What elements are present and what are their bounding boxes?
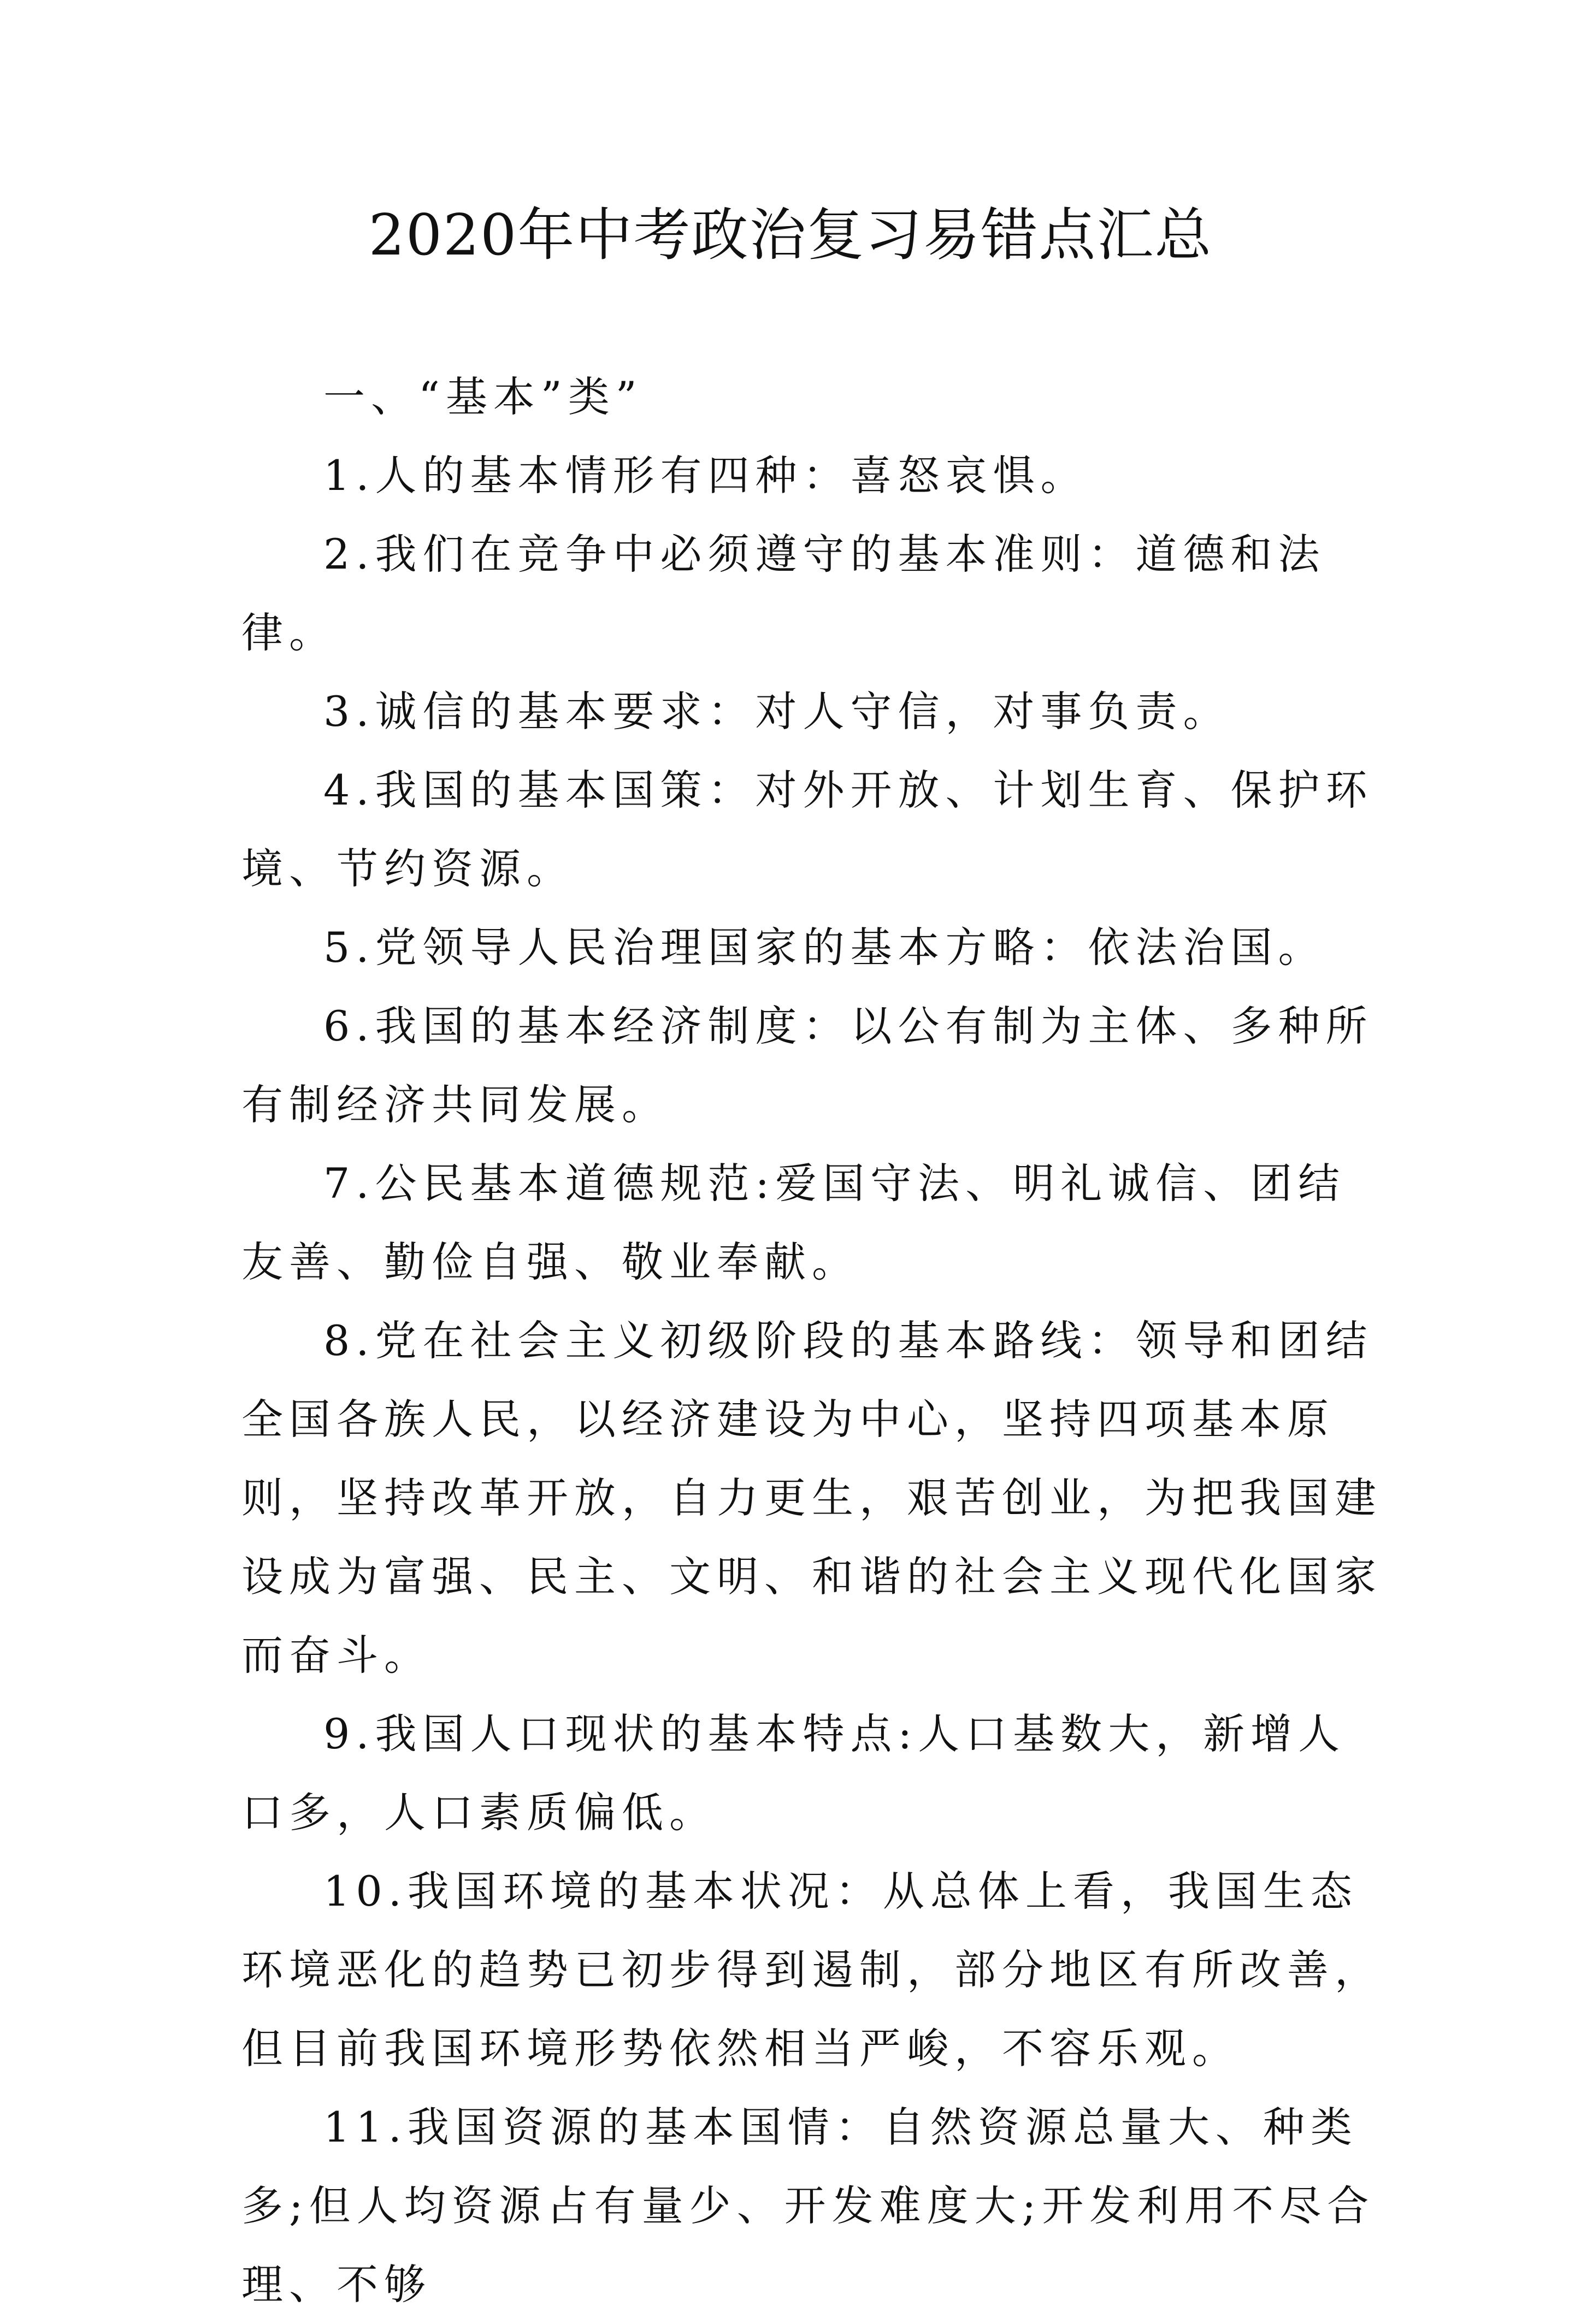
list-item: 1.人的基本情形有四种：喜怒哀惧。 xyxy=(323,451,1088,500)
section-heading: 一、“基本”类” xyxy=(323,372,643,421)
list-item: 7.公民基本道德规范:爱国守法、明礼诚信、团结友善、勤俭自强、敬业奉献。 xyxy=(241,1159,1346,1286)
list-item: 10.我国环境的基本状况：从总体上看，我国生态环境恶化的趋势已初步得到遏制，部分地区有所改善，但目前我国环境形势依然相当严峻，不容乐观。 xyxy=(241,1867,1382,2073)
list-item: 9.我国人口现状的基本特点:人口基数大，新增人口多，人口素质偏低。 xyxy=(241,1710,1346,1837)
list-item: 2.我们在竞争中必须遵守的基本准则：道德和法律。 xyxy=(241,530,1326,657)
list-item: 8.党在社会主义初级阶段的基本路线：领导和团结全国各族人民，以经济建设为中心，坚持四项基本原则，坚持改革开放，自力更生，艰苦创业，为把我国建设成为富强、民主、文明、和谐的社会主义现代化国家而奋斗。 xyxy=(241,1316,1382,1680)
document-title: 2020年中考政治复习易错点汇总 xyxy=(368,202,1213,268)
list-item: 11.我国资源的基本国情：自然资源总量大、种类多;但人均资源占有量少、开发难度大;开发利用不尽合理、不够 xyxy=(241,2103,1375,2309)
list-item: 5.党领导人民治理国家的基本方略：依法治国。 xyxy=(323,923,1326,972)
list-item: 3.诚信的基本要求：对人守信，对事负责。 xyxy=(323,687,1231,736)
list-item: 4.我国的基本国策：对外开放、计划生育、保护环境、节约资源。 xyxy=(241,766,1373,893)
document-body xyxy=(241,358,1383,2324)
list-item: 6.我国的基本经济制度：以公有制为主体、多种所有制经济共同发展。 xyxy=(241,1002,1373,1129)
